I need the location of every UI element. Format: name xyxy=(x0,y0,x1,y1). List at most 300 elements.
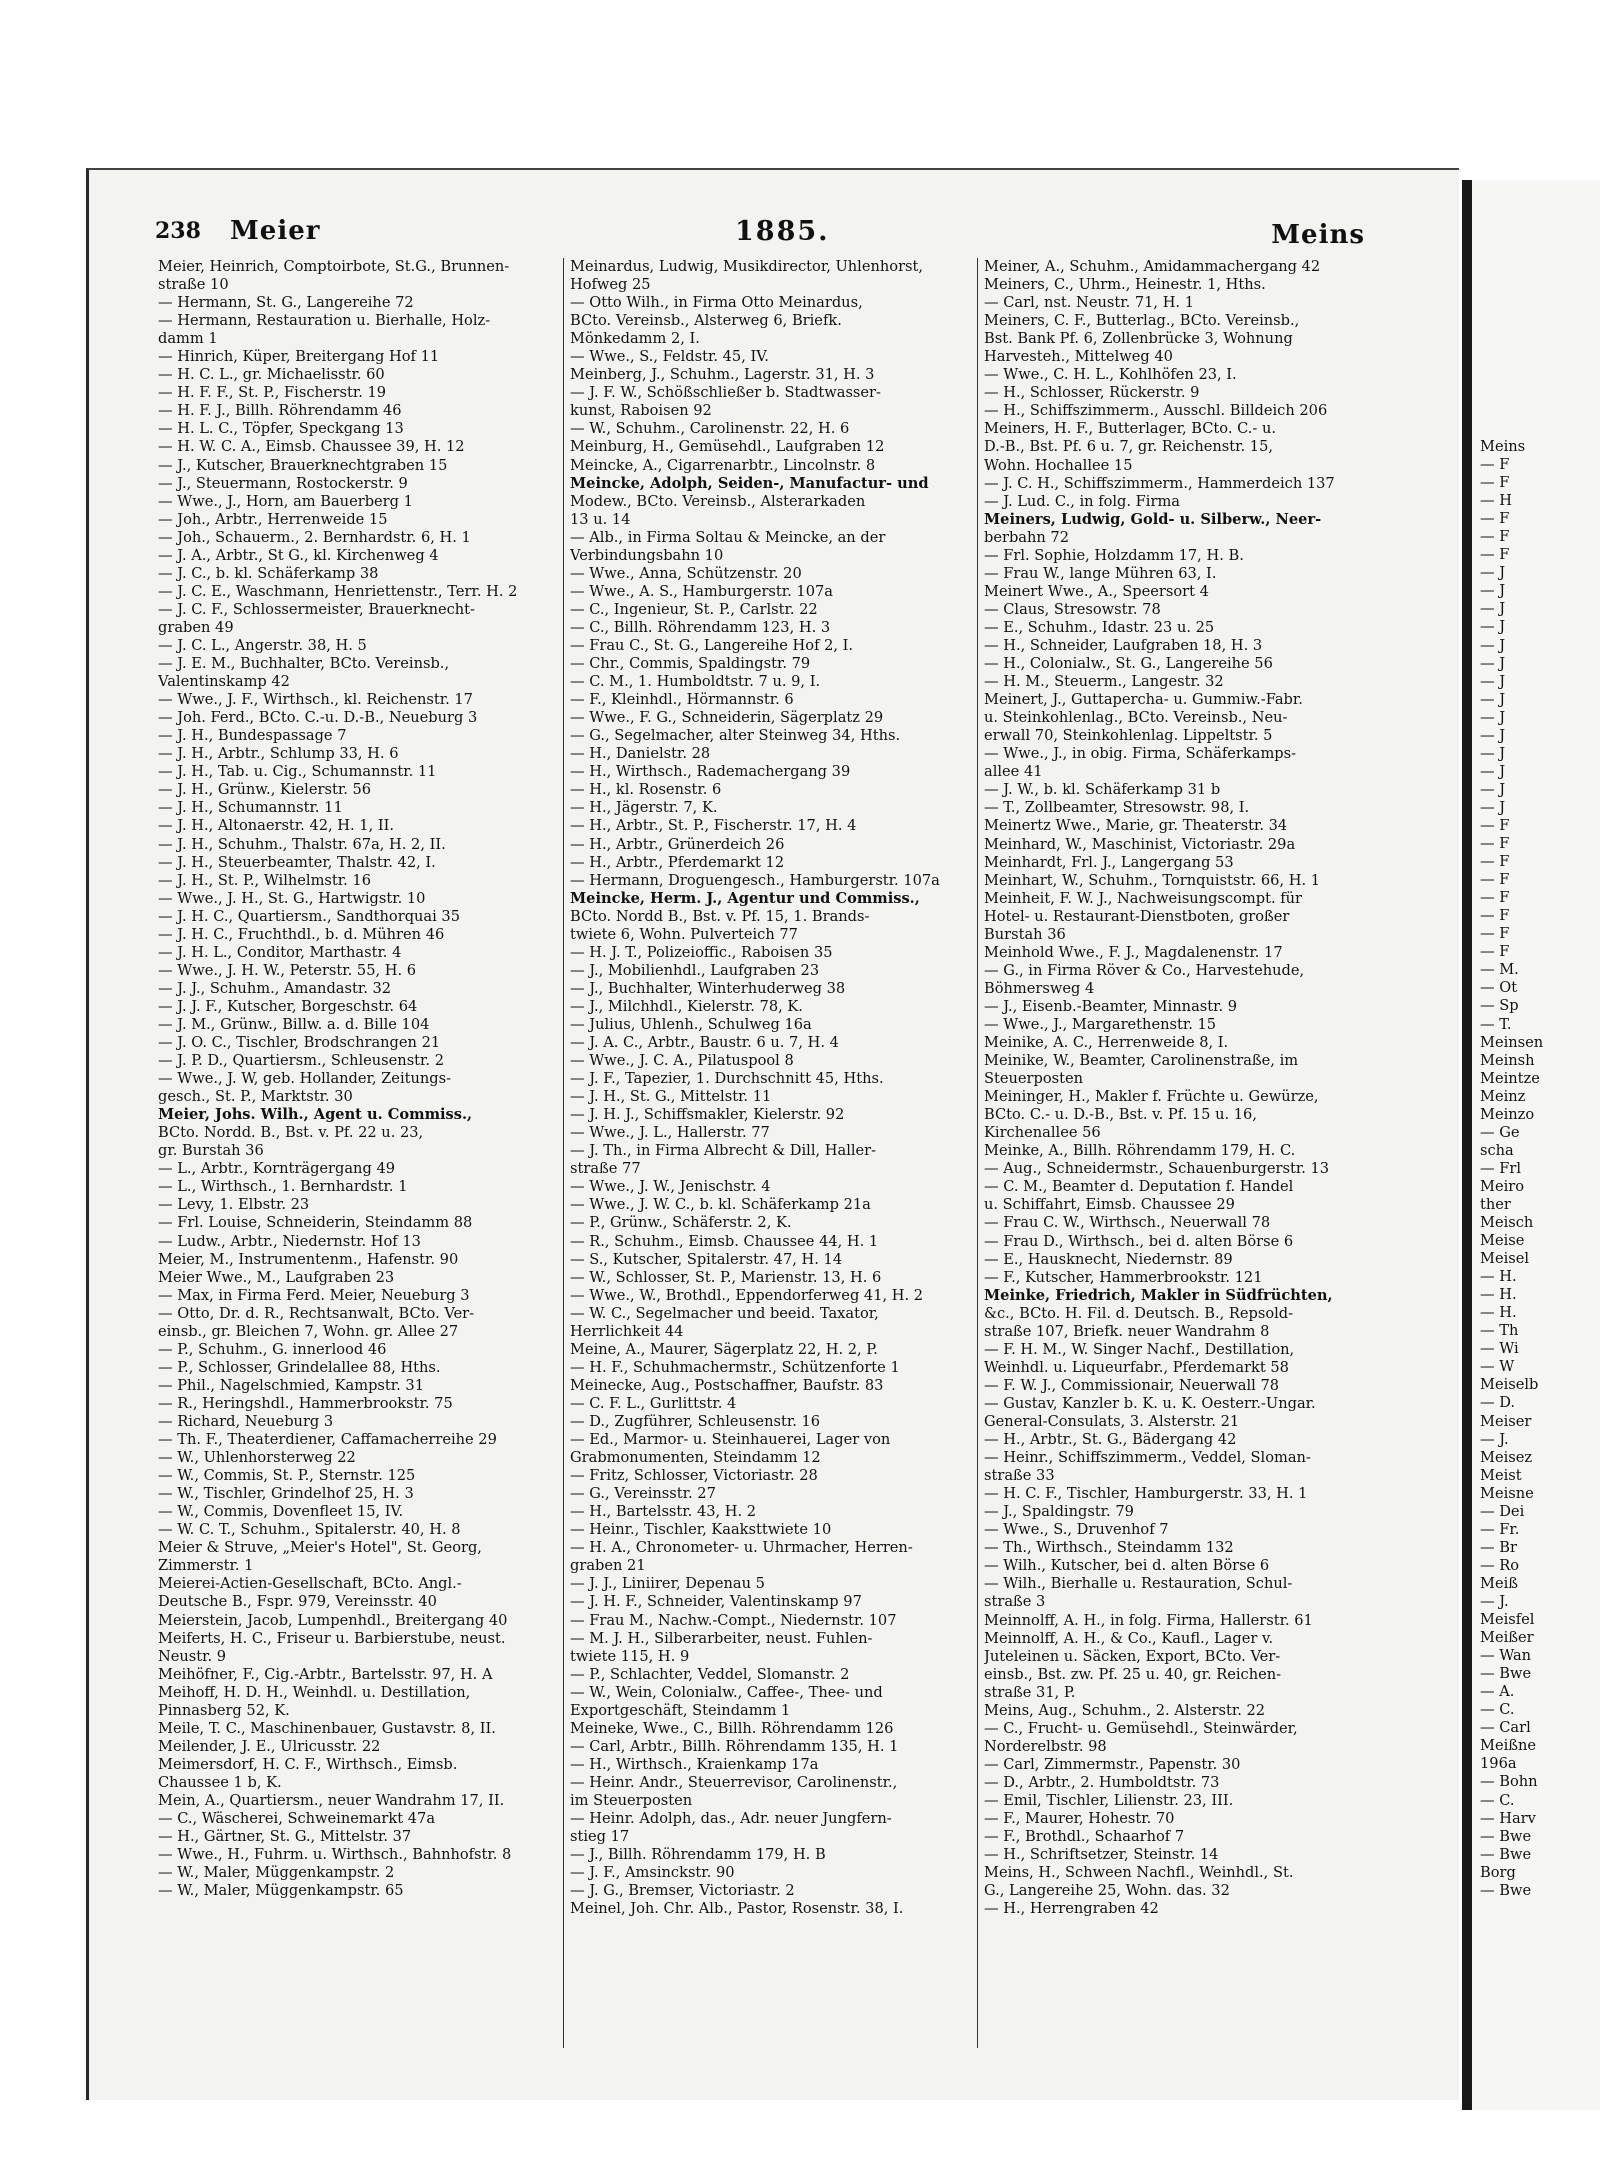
directory-entry: — P., Schlosser, Grindelallee 88, Hths. xyxy=(158,1358,441,1376)
directory-entry: — Wwe., H., Fuhrm. u. Wirthsch., Bahnhofstr. 8 xyxy=(158,1846,512,1864)
directory-entry: Kirchenallee 56 xyxy=(984,1124,1101,1142)
next-page-fragment: — J xyxy=(1480,618,1506,636)
directory-entry: &c., BCto. H. Fil. d. Deutsch. B., Repsold- xyxy=(984,1304,1294,1322)
directory-entry: — H. C. F., Tischler, Hamburgerstr. 33, H. 1 xyxy=(984,1485,1308,1503)
next-page-fragment: — Carl xyxy=(1480,1719,1531,1737)
directory-entry: — Frau C., St. G., Langereihe Hof 2, I. xyxy=(570,636,854,654)
directory-entry: — Wwe., J., Horn, am Bauerberg 1 xyxy=(158,492,413,510)
directory-entry: Harvesteh., Mittelweg 40 xyxy=(984,348,1173,366)
next-page-fragment: — J xyxy=(1480,780,1506,798)
directory-entry: Meiners, H. F., Butterlager, BCto. C.- u. xyxy=(984,420,1276,438)
directory-entry: — H., Arbtr., St. P., Fischerstr. 17, H. 4 xyxy=(570,817,857,835)
directory-entry: — F. W. J., Commissionair, Neuerwall 78 xyxy=(984,1376,1280,1394)
directory-entry: — G., Vereinsstr. 27 xyxy=(570,1485,716,1503)
directory-entry: — Hermann, Restauration u. Bierhalle, Holz- xyxy=(158,312,491,330)
directory-entry: — Wwe., F. G., Schneiderin, Sägerplatz 29 xyxy=(570,709,884,727)
next-page-fragment: — F xyxy=(1480,889,1510,907)
directory-entry: — W., Schlosser, St. P., Marienstr. 13, H. 6 xyxy=(570,1268,882,1286)
next-page-fragment: — J xyxy=(1480,690,1506,708)
running-head-left: Meier xyxy=(230,216,321,246)
directory-entry: Meierei-Actien-Gesellschaft, BCto. Angl.- xyxy=(158,1575,462,1593)
directory-entry: — P., Schuhm., G. innerlood 46 xyxy=(158,1340,387,1358)
directory-entry: — H. F., Schuhmachermstr., Schützenforte 1 xyxy=(570,1358,900,1376)
directory-entry: — Wwe., S., Druvenhof 7 xyxy=(984,1521,1169,1539)
directory-entry: — J. H. L., Conditor, Marthastr. 4 xyxy=(158,943,402,961)
directory-entry: — Heinr. Andr., Steuerrevisor, Carolinenstr., xyxy=(570,1773,898,1791)
directory-entry: twiete 6, Wohn. Pulverteich 77 xyxy=(570,925,798,943)
directory-entry: — J. H., Schumannstr. 11 xyxy=(158,799,343,817)
directory-entry: Meier, M., Instrumentenm., Hafenstr. 90 xyxy=(158,1250,459,1268)
next-page-fragment: — F xyxy=(1480,853,1510,871)
directory-entry: straße 107, Briefk. neuer Wandrahm 8 xyxy=(984,1322,1270,1340)
directory-entry: Herrlichkeit 44 xyxy=(570,1322,684,1340)
directory-entry: Meierstein, Jacob, Lumpenhdl., Breitergang 40 xyxy=(158,1611,508,1629)
next-page-fragment: — J xyxy=(1480,636,1506,654)
directory-entry: — C. M., 1. Humboldtstr. 7 u. 9, I. xyxy=(570,673,821,691)
directory-entry: damm 1 xyxy=(158,330,218,348)
directory-entry: — J. H., St. G., Mittelstr. 11 xyxy=(570,1088,772,1106)
directory-entry: — E., Hausknecht, Niedernstr. 89 xyxy=(984,1250,1233,1268)
directory-entry: — J. J., Schuhm., Amandastr. 32 xyxy=(158,979,392,997)
directory-entry: — Carl, Zimmermstr., Papenstr. 30 xyxy=(984,1755,1241,1773)
directory-entry: — C., Wäscherei, Schweinemarkt 47a xyxy=(158,1810,436,1828)
directory-entry: Meile, T. C., Maschinenbauer, Gustavstr. 8, II. xyxy=(158,1719,496,1737)
next-page-fragment: Meise xyxy=(1480,1232,1525,1250)
directory-entry: — H. W. C. A., Eimsb. Chaussee 39, H. 12 xyxy=(158,438,465,456)
next-page-fragment: — F xyxy=(1480,943,1510,961)
directory-entry: — W., Uhlenhorsterweg 22 xyxy=(158,1449,356,1467)
next-page-fragment: — F xyxy=(1480,510,1510,528)
directory-entry: Meinke, Friedrich, Makler in Südfrüchten, xyxy=(984,1286,1333,1304)
next-page-fragment: — Fr. xyxy=(1480,1520,1520,1538)
next-page-fragment: — Bwe xyxy=(1480,1827,1532,1845)
directory-entry: — W., Wein, Colonialw., Caffee-, Thee- und xyxy=(570,1683,883,1701)
directory-entry: Meinert Wwe., A., Speersort 4 xyxy=(984,582,1209,600)
next-page-fragment: — J xyxy=(1480,564,1506,582)
directory-entry: — R., Schuhm., Eimsb. Chaussee 44, H. 1 xyxy=(570,1232,879,1250)
directory-entry: Meiner, A., Schuhm., Amidammachergang 42 xyxy=(984,258,1321,275)
next-page-edge xyxy=(1462,180,1600,2110)
directory-entry: — Heinr., Tischler, Kaaksttwiete 10 xyxy=(570,1521,832,1539)
directory-entry: — H., Colonialw., St. G., Langereihe 56 xyxy=(984,655,1273,673)
directory-entry: — W., Maler, Müggenkampstr. 2 xyxy=(158,1864,395,1882)
directory-entry: BCto. Nordd B., Bst. v. Pf. 15, 1. Brands- xyxy=(570,907,870,925)
directory-entry: — Otto, Dr. d. R., Rechtsanwalt, BCto. Ver- xyxy=(158,1304,475,1322)
directory-entry: — J. H., Schuhm., Thalstr. 67a, H. 2, II. xyxy=(158,835,446,853)
directory-entry: Meinecke, Aug., Postschaffner, Baufstr. 83 xyxy=(570,1376,884,1394)
directory-entry: — Frau M., Nachw.-Compt., Niedernstr. 107 xyxy=(570,1611,897,1629)
directory-entry: — C. F. L., Gurlittstr. 4 xyxy=(570,1394,737,1412)
directory-entry: — F., Kutscher, Hammerbrookstr. 121 xyxy=(984,1268,1263,1286)
directory-entry: — J. A. C., Arbtr., Baustr. 6 u. 7, H. 4 xyxy=(570,1034,839,1052)
directory-entry: Meier, Johs. Wilh., Agent u. Commiss., xyxy=(158,1106,473,1124)
directory-entry: — Max, in Firma Ferd. Meier, Neueburg 3 xyxy=(158,1286,470,1304)
next-page-fragment: 196a xyxy=(1480,1755,1517,1773)
directory-entry: — J. C. E., Waschmann, Henriettenstr., Terr. H. 2 xyxy=(158,582,518,600)
next-page-fragment: — F xyxy=(1480,456,1510,474)
directory-entry: — J., Billh. Röhrendamm 179, H. B xyxy=(570,1846,826,1864)
directory-entry: Meincke, A., Cigarrenarbtr., Lincolnstr. 8 xyxy=(570,456,876,474)
page-number: 238 xyxy=(155,218,201,244)
directory-entry: — H., Gärtner, St. G., Mittelstr. 37 xyxy=(158,1828,412,1846)
next-page-fragment: — F xyxy=(1480,816,1510,834)
directory-entry: — Joh. Ferd., BCto. C.-u. D.-B., Neueburg 3 xyxy=(158,709,478,727)
directory-entry: gr. Burstah 36 xyxy=(158,1142,264,1160)
directory-entry: — F. H. M., W. Singer Nachf., Destillation, xyxy=(984,1340,1295,1358)
directory-entry: Meinke, A., Billh. Röhrendamm 179, H. C. xyxy=(984,1142,1296,1160)
directory-entry: — J. Th., in Firma Albrecht & Dill, Haller- xyxy=(570,1142,877,1160)
directory-entry: — Ludw., Arbtr., Niedernstr. Hof 13 xyxy=(158,1232,421,1250)
year-heading: 1885. xyxy=(735,216,830,247)
next-page-fragment: — H. xyxy=(1480,1268,1517,1286)
next-page-fragment: — Bwe xyxy=(1480,1665,1532,1683)
directory-entry: Meins, H., Schween Nachfl., Weinhdl., St. xyxy=(984,1864,1294,1882)
directory-entry: im Steuerposten xyxy=(570,1791,693,1809)
directory-entry: — H. L. C., Töpfer, Speckgang 13 xyxy=(158,420,404,438)
directory-entry: — J. H., Bundespassage 7 xyxy=(158,727,347,745)
directory-entry: Verbindungsbahn 10 xyxy=(570,546,724,564)
next-page-fragment: Meisne xyxy=(1480,1484,1534,1502)
directory-entry: Norderelbstr. 98 xyxy=(984,1737,1107,1755)
directory-entry: — J. A., Arbtr., St G., kl. Kirchenweg 4 xyxy=(158,546,439,564)
next-page-fragment: — Sp xyxy=(1480,997,1519,1015)
directory-entry: — Heinr., Schiffszimmerm., Veddel, Sloman- xyxy=(984,1449,1311,1467)
directory-entry: Meier Wwe., M., Laufgraben 23 xyxy=(158,1268,395,1286)
directory-entry: — J. H. C., Fruchthdl., b. d. Mühren 46 xyxy=(158,925,445,943)
next-page-fragment: Meißne xyxy=(1480,1737,1537,1755)
directory-entry: — L., Arbtr., Kornträgergang 49 xyxy=(158,1160,396,1178)
directory-entry: — J. H., Tab. u. Cig., Schumannstr. 11 xyxy=(158,763,437,781)
directory-entry: — W. C., Segelmacher und beeid. Taxator, xyxy=(570,1304,879,1322)
directory-entry: — Otto Wilh., in Firma Otto Meinardus, xyxy=(570,294,863,312)
directory-column-3 xyxy=(984,258,1396,1918)
directory-entry: — H., Bartelsstr. 43, H. 2 xyxy=(570,1503,757,1521)
directory-entry: — Fritz, Schlosser, Victoriastr. 28 xyxy=(570,1467,818,1485)
directory-entry: Meinhart, W., Schuhm., Tornquiststr. 66, H. 1 xyxy=(984,871,1321,889)
directory-entry: — Aug., Schneidermstr., Schauenburgerstr. 13 xyxy=(984,1160,1330,1178)
directory-entry: Meincke, Herm. J., Agentur und Commiss., xyxy=(570,889,920,907)
next-page-fragment: — F xyxy=(1480,907,1510,925)
directory-entry: Meinheit, F. W. J., Nachweisungscompt. für xyxy=(984,889,1302,907)
directory-entry: — J. H., Grünw., Kielerstr. 56 xyxy=(158,781,372,799)
directory-entry: — Julius, Uhlenh., Schulweg 16a xyxy=(570,1015,812,1033)
directory-entry: Meiners, C. F., Butterlag., BCto. Vereinsb., xyxy=(984,312,1300,330)
directory-entry: — D., Zugführer, Schleusenstr. 16 xyxy=(570,1413,821,1430)
directory-entry: — Levy, 1. Elbstr. 23 xyxy=(158,1196,310,1214)
directory-entry: — J. O. C., Tischler, Brodschrangen 21 xyxy=(158,1034,441,1052)
directory-entry: — H. M., Steuerm., Langestr. 32 xyxy=(984,673,1224,691)
directory-entry: Meier & Struve, „Meier's Hotel", St. Georg, xyxy=(158,1539,482,1557)
directory-entry: — Frau W., lange Mühren 63, I. xyxy=(984,564,1217,582)
directory-entry: — H. F. F., St. P., Fischerstr. 19 xyxy=(158,384,387,402)
directory-entry: einsb., gr. Bleichen 7, Wohn. gr. Allee 27 xyxy=(158,1322,459,1340)
directory-entry: — J., Spaldingstr. 79 xyxy=(984,1503,1134,1521)
directory-entry: — Frl. Sophie, Holzdamm 17, H. B. xyxy=(984,546,1244,564)
next-page-fragment: Meinsen xyxy=(1480,1033,1544,1051)
directory-entry: — Phil., Nagelschmied, Kampstr. 31 xyxy=(158,1376,425,1394)
directory-entry: Meinertz Wwe., Marie, gr. Theaterstr. 34 xyxy=(984,817,1288,835)
directory-entry: Meinert, J., Guttapercha- u. Gummiw.-Fabr. xyxy=(984,691,1303,709)
directory-entry: — R., Heringshdl., Hammerbrookstr. 75 xyxy=(158,1394,453,1412)
directory-entry: — G., Segelmacher, alter Steinweg 34, Hths. xyxy=(570,727,901,745)
next-page-fragment: — F xyxy=(1480,835,1510,853)
directory-entry: — J. C., b. kl. Schäferkamp 38 xyxy=(158,564,379,582)
directory-entry: Meineke, Wwe., C., Billh. Röhrendamm 126 xyxy=(570,1719,894,1737)
directory-entry: — Heinr. Adolph, das., Adr. neuer Jungfern- xyxy=(570,1810,892,1828)
directory-entry: — Claus, Stresowstr. 78 xyxy=(984,600,1161,618)
next-page-fragment: — Br xyxy=(1480,1538,1517,1556)
directory-entry: u. Steinkohlenlag., BCto. Vereinsb., Neu- xyxy=(984,709,1288,727)
column-rule xyxy=(563,258,564,2048)
directory-entry: — W., Maler, Müggenkampstr. 65 xyxy=(158,1882,404,1900)
directory-entry: — W., Schuhm., Carolinenstr. 22, H. 6 xyxy=(570,420,850,438)
directory-entry: twiete 115, H. 9 xyxy=(570,1647,690,1665)
directory-entry: Meimersdorf, H. C. F., Wirthsch., Eimsb. xyxy=(158,1755,458,1773)
directory-entry: — Joh., Arbtr., Herrenweide 15 xyxy=(158,510,388,528)
directory-entry: — Wwe., J., in obig. Firma, Schäferkamps- xyxy=(984,745,1297,763)
directory-entry: Meihöfner, F., Cig.-Arbtr., Bartelsstr. 97, H. A xyxy=(158,1665,493,1683)
directory-entry: — J., Steuermann, Rostockerstr. 9 xyxy=(158,474,408,492)
directory-entry: — H. F. J., Billh. Röhrendamm 46 xyxy=(158,402,402,420)
directory-entry: — Wilh., Kutscher, bei d. alten Börse 6 xyxy=(984,1557,1270,1575)
directory-entry: Deutsche B., Fspr. 979, Vereinsstr. 40 xyxy=(158,1593,437,1611)
next-page-fragment: — Frl xyxy=(1480,1159,1522,1177)
directory-entry: u. Schiffahrt, Eimsb. Chaussee 29 xyxy=(984,1196,1235,1214)
next-page-fragment: Meiselb xyxy=(1480,1376,1539,1394)
next-page-fragment: — M. xyxy=(1480,961,1519,979)
next-page-fragment: — J xyxy=(1480,726,1506,744)
directory-entry: — J. J., Liniirer, Depenau 5 xyxy=(570,1575,765,1593)
directory-entry: — H., Arbtr., St. G., Bädergang 42 xyxy=(984,1431,1237,1449)
directory-entry: — Wwe., W., Brothdl., Eppendorferweg 41, H. 2 xyxy=(570,1286,924,1304)
next-page-fragment: scha xyxy=(1480,1141,1514,1159)
next-page-fragment: Meiß xyxy=(1480,1574,1518,1592)
next-page-fragment: — F xyxy=(1480,528,1510,546)
directory-entry: Meinike, A. C., Herrenweide 8, I. xyxy=(984,1034,1229,1052)
next-page-fragment: — J xyxy=(1480,762,1506,780)
directory-entry: Meier, Heinrich, Comptoirbote, St.G., Brunnen- xyxy=(158,258,510,275)
directory-entry: — S., Kutscher, Spitalerstr. 47, H. 14 xyxy=(570,1250,843,1268)
next-page-fragment: Meinz xyxy=(1480,1087,1526,1105)
directory-entry: — Wilh., Bierhalle u. Restauration, Schul- xyxy=(984,1575,1293,1593)
directory-entry: — F., Kleinhdl., Hörmannstr. 6 xyxy=(570,691,794,709)
next-page-fragment: — J xyxy=(1480,672,1506,690)
directory-entry: kunst, Raboisen 92 xyxy=(570,402,712,420)
directory-entry: — Ed., Marmor- u. Steinhauerei, Lager von xyxy=(570,1431,891,1449)
directory-entry: Meinnolff, A. H., in folg. Firma, Hallerstr. 61 xyxy=(984,1611,1313,1629)
directory-entry: — H., Wirthsch., Rademachergang 39 xyxy=(570,763,851,781)
next-page-fragment: — C. xyxy=(1480,1791,1515,1809)
next-page-fragment: Meiro xyxy=(1480,1177,1525,1195)
directory-entry: Hotel- u. Restaurant-Dienstboten, großer xyxy=(984,907,1290,925)
next-page-fragment: — J xyxy=(1480,582,1506,600)
directory-entry: erwall 70, Steinkohlenlag. Lippeltstr. 5 xyxy=(984,727,1273,745)
directory-entry: Meiners, Ludwig, Gold- u. Silberw., Neer- xyxy=(984,510,1322,528)
directory-entry: Hofweg 25 xyxy=(570,276,651,294)
column-rule xyxy=(977,258,978,2048)
next-page-fragment: Borg xyxy=(1480,1863,1516,1881)
next-page-fragment: — A. xyxy=(1480,1683,1515,1701)
directory-entry: — J., Buchhalter, Winterhuderweg 38 xyxy=(570,979,846,997)
directory-entry: — J. Lud. C., in folg. Firma xyxy=(984,492,1180,510)
directory-entry: — C., Billh. Röhrendamm 123, H. 3 xyxy=(570,618,831,636)
directory-entry: — H., Arbtr., Grünerdeich 26 xyxy=(570,835,785,853)
directory-entry: — J. H. J., Schiffsmakler, Kielerstr. 92 xyxy=(570,1106,845,1124)
next-page-fragment: Meist xyxy=(1480,1466,1522,1484)
next-page-fragment: — Bohn xyxy=(1480,1773,1538,1791)
directory-entry: — Richard, Neueburg 3 xyxy=(158,1413,334,1430)
directory-entry: Valentinskamp 42 xyxy=(158,673,290,691)
directory-entry: — Wwe., J. H. W., Peterstr. 55, H. 6 xyxy=(158,961,417,979)
next-page-fragment: — J xyxy=(1480,708,1506,726)
directory-entry: — Carl, Arbtr., Billh. Röhrendamm 135, H. 1 xyxy=(570,1737,899,1755)
directory-entry: Meinike, W., Beamter, Carolinenstraße, im xyxy=(984,1052,1299,1070)
directory-entry: — G., in Firma Röver & Co., Harvestehude, xyxy=(984,961,1305,979)
directory-entry: — J. H., St. P., Wilhelmstr. 16 xyxy=(158,871,371,889)
directory-entry: — Wwe., J. H., St. G., Hartwigstr. 10 xyxy=(158,889,426,907)
directory-entry: — L., Wirthsch., 1. Bernhardstr. 1 xyxy=(158,1178,408,1196)
next-page-fragment: — Ot xyxy=(1480,979,1518,997)
directory-entry: — P., Grünw., Schäferstr. 2, K. xyxy=(570,1214,792,1232)
next-page-fragment: — J. xyxy=(1480,1430,1509,1448)
directory-entry: Meine, A., Maurer, Sägerplatz 22, H. 2, P. xyxy=(570,1340,878,1358)
next-page-fragment: — J xyxy=(1480,654,1506,672)
directory-entry: — H. J. T., Polizeioffic., Raboisen 35 xyxy=(570,943,833,961)
directory-entry: — J., Mobilienhdl., Laufgraben 23 xyxy=(570,961,820,979)
directory-entry: — J. F. W., Schößschließer b. Stadtwasser- xyxy=(570,384,881,402)
directory-entry: Meinel, Joh. Chr. Alb., Pastor, Rosenstr. 38, I. xyxy=(570,1900,904,1918)
directory-entry: straße 33 xyxy=(984,1467,1055,1485)
directory-entry: — F., Maurer, Hohestr. 70 xyxy=(984,1810,1175,1828)
directory-entry: Meinhardt, Frl. J., Langergang 53 xyxy=(984,853,1234,871)
directory-entry: — Alb., in Firma Soltau & Meincke, an der xyxy=(570,528,886,546)
directory-entry: — Frau D., Wirthsch., bei d. alten Börse 6 xyxy=(984,1232,1294,1250)
directory-entry: Mönkedamm 2, I. xyxy=(570,330,700,348)
directory-entry: — M. J. H., Silberarbeiter, neust. Fuhlen- xyxy=(570,1629,873,1647)
directory-entry: Meinberg, J., Schuhm., Lagerstr. 31, H. 3 xyxy=(570,366,875,384)
next-page-fragment: Meintze xyxy=(1480,1069,1540,1087)
next-page-column xyxy=(1480,438,1600,1900)
page-header xyxy=(155,218,1385,258)
next-page-fragment: Meisel xyxy=(1480,1250,1530,1268)
directory-entry: BCto. Nordd. B., Bst. v. Pf. 22 u. 23, xyxy=(158,1124,424,1142)
directory-entry: G., Langereihe 25, Wohn. das. 32 xyxy=(984,1882,1230,1900)
next-page-fragment: — Bwe xyxy=(1480,1845,1532,1863)
directory-entry: — Wwe., A. S., Hamburgerstr. 107a xyxy=(570,582,833,600)
directory-entry: — J., Kutscher, Brauerknechtgraben 15 xyxy=(158,456,448,474)
directory-entry: Zimmerstr. 1 xyxy=(158,1557,254,1575)
directory-entry: — H., Wirthsch., Kraienkamp 17a xyxy=(570,1755,819,1773)
directory-entry: — E., Schuhm., Idastr. 23 u. 25 xyxy=(984,618,1215,636)
directory-entry: Meinhard, W., Maschinist, Victoriastr. 29a xyxy=(984,835,1296,853)
directory-entry: Meininger, H., Makler f. Früchte u. Gewürze, xyxy=(984,1088,1319,1106)
directory-entry: — H., kl. Rosenstr. 6 xyxy=(570,781,722,799)
directory-entry: 13 u. 14 xyxy=(570,510,631,528)
directory-entry: — D., Arbtr., 2. Humboldtstr. 73 xyxy=(984,1773,1220,1791)
directory-entry: — Wwe., S., Feldstr. 45, IV. xyxy=(570,348,769,366)
next-page-fragment: — Ro xyxy=(1480,1556,1520,1574)
next-page-fragment: — Wan xyxy=(1480,1647,1532,1665)
next-page-fragment: Meiser xyxy=(1480,1412,1532,1430)
directory-entry: Mein, A., Quartiersm., neuer Wandrahm 17, II. xyxy=(158,1791,505,1809)
next-page-fragment: Meins xyxy=(1480,438,1526,455)
directory-entry: — H., Jägerstr. 7, K. xyxy=(570,799,718,817)
directory-entry: einsb., Bst. zw. Pf. 25 u. 40, gr. Reichen- xyxy=(984,1665,1282,1683)
directory-entry: Meiferts, H. C., Friseur u. Barbierstube, neust. xyxy=(158,1629,506,1647)
directory-entry: — Wwe., J. L., Hallerstr. 77 xyxy=(570,1124,770,1142)
next-page-fragment: Meinsh xyxy=(1480,1051,1535,1069)
directory-entry: Modew., BCto. Vereinsb., Alsterarkaden xyxy=(570,492,866,510)
next-page-fragment: — D. xyxy=(1480,1394,1516,1412)
directory-entry: — Frl. Louise, Schneiderin, Steindamm 88 xyxy=(158,1214,473,1232)
directory-entry: — Wwe., J. W, geb. Hollander, Zeitungs- xyxy=(158,1070,452,1088)
directory-entry: — H., Danielstr. 28 xyxy=(570,745,711,763)
next-page-fragment: — J xyxy=(1480,744,1506,762)
directory-entry: — Hinrich, Küper, Breitergang Hof 11 xyxy=(158,348,440,366)
directory-entry: — Wwe., C. H. L., Kohlhöfen 23, I. xyxy=(984,366,1237,384)
directory-entry: D.-B., Bst. Pf. 6 u. 7, gr. Reichenstr. 15, xyxy=(984,438,1273,456)
next-page-fragment: — W xyxy=(1480,1358,1515,1376)
directory-entry: — H. C. L., gr. Michaelisstr. 60 xyxy=(158,366,385,384)
directory-entry: Meinhold Wwe., F. J., Magdalenenstr. 17 xyxy=(984,943,1283,961)
directory-entry: — Hermann, St. G., Langereihe 72 xyxy=(158,294,414,312)
directory-entry: — Wwe., Anna, Schützenstr. 20 xyxy=(570,564,802,582)
directory-entry: BCto. C.- u. D.-B., Bst. v. Pf. 15 u. 16, xyxy=(984,1106,1257,1124)
directory-entry: straße 77 xyxy=(570,1160,641,1178)
directory-entry: — J. H. C., Quartiersm., Sandthorquai 35 xyxy=(158,907,461,925)
directory-entry: — H., Herrengraben 42 xyxy=(984,1900,1159,1918)
directory-entry: — J. F., Amsinckstr. 90 xyxy=(570,1864,735,1882)
next-page-fragment: — F xyxy=(1480,474,1510,492)
directory-entry: — Th., Wirthsch., Steindamm 132 xyxy=(984,1539,1234,1557)
directory-entry: — H., Schiffszimmerm., Ausschl. Billdeich 206 xyxy=(984,402,1328,420)
directory-entry: Burstah 36 xyxy=(984,925,1066,943)
directory-entry: gesch., St. P., Marktstr. 30 xyxy=(158,1088,353,1106)
directory-entry: — J., Eisenb.-Beamter, Minnastr. 9 xyxy=(984,997,1238,1015)
directory-entry: Chaussee 1 b, K. xyxy=(158,1773,282,1791)
next-page-fragment: — J xyxy=(1480,798,1506,816)
directory-entry: — J., Milchhdl., Kielerstr. 78, K. xyxy=(570,997,803,1015)
directory-entry: Exportgeschäft, Steindamm 1 xyxy=(570,1701,791,1719)
directory-entry: — Emil, Tischler, Lilienstr. 23, III. xyxy=(984,1791,1234,1809)
directory-entry: — J. M., Grünw., Billw. a. d. Bille 104 xyxy=(158,1015,430,1033)
next-page-fragment: — F xyxy=(1480,546,1510,564)
directory-entry: — J. P. D., Quartiersm., Schleusenstr. 2 xyxy=(158,1052,444,1070)
directory-entry: — Th. F., Theaterdiener, Caffamacherreihe 29 xyxy=(158,1431,497,1449)
directory-entry: — J. H., Steuerbeamter, Thalstr. 42, I. xyxy=(158,853,436,871)
directory-entry: — Wwe., J. C. A., Pilatuspool 8 xyxy=(570,1052,794,1070)
next-page-fragment: — Th xyxy=(1480,1322,1519,1340)
directory-entry: — H., Schneider, Laufgraben 18, H. 3 xyxy=(984,636,1263,654)
directory-entry: — Carl, nst. Neustr. 71, H. 1 xyxy=(984,294,1194,312)
directory-entry: — W., Commis, St. P., Sternstr. 125 xyxy=(158,1467,416,1485)
next-page-fragment: — Bwe xyxy=(1480,1881,1532,1899)
directory-entry: Juteleinen u. Säcken, Export, BCto. Ver- xyxy=(984,1647,1281,1665)
directory-entry: — J. G., Bremser, Victoriastr. 2 xyxy=(570,1882,795,1900)
directory-entry: — C., Frucht- u. Gemüsehdl., Steinwärder, xyxy=(984,1719,1298,1737)
next-page-fragment: — Ge xyxy=(1480,1123,1520,1141)
directory-entry: Bst. Bank Pf. 6, Zollenbrücke 3, Wohnung xyxy=(984,330,1293,348)
directory-entry: stieg 17 xyxy=(570,1828,630,1846)
directory-entry: — Joh., Schauerm., 2. Bernhardstr. 6, H. 1 xyxy=(158,528,471,546)
directory-entry: — C., Ingenieur, St. P., Carlstr. 22 xyxy=(570,600,818,618)
next-page-fragment: — F xyxy=(1480,925,1510,943)
directory-entry: — J. H., Altonaerstr. 42, H. 1, II. xyxy=(158,817,395,835)
directory-entry: — J. H. F., Schneider, Valentinskamp 97 xyxy=(570,1593,862,1611)
directory-entry: — Hermann, Droguengesch., Hamburgerstr. 107a xyxy=(570,871,940,889)
directory-entry: — C. M., Beamter d. Deputation f. Handel xyxy=(984,1178,1294,1196)
directory-entry: berbahn 72 xyxy=(984,528,1070,546)
